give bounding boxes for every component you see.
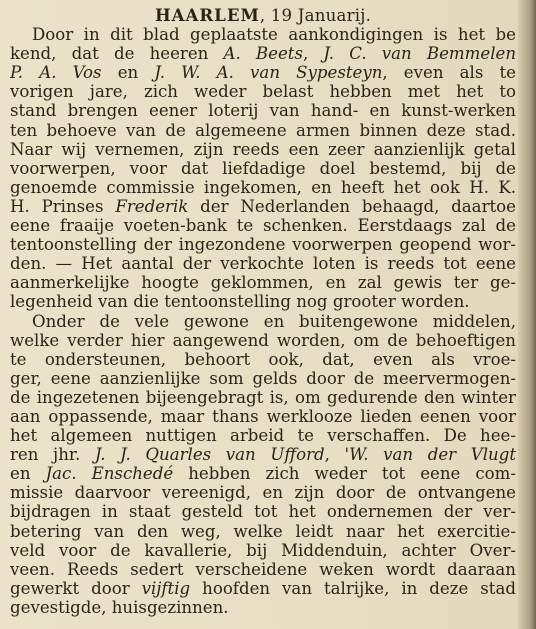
text-line — [10, 369, 516, 388]
text-run: genoemde commissie ingekomen, en heeft het ook H. K. — [10, 177, 516, 197]
text-line — [10, 464, 516, 483]
dateline-date: , 19 Januarij. — [259, 6, 372, 25]
text-run: bijdragen in staat gesteld tot het ondernemen der ver- — [10, 502, 516, 522]
text-line — [10, 216, 516, 235]
text-run: tentoonstelling der ingezondene voorwerpen geopend wor- — [10, 235, 516, 255]
text-run: hoofden van talrijke, in deze stad — [190, 578, 516, 598]
person-name: vijftig — [141, 578, 191, 598]
text-run: H. Prinses — [10, 196, 116, 216]
text-run: den. — Het aantal der verkochte loten is reeds tot eene — [10, 254, 516, 274]
text-run: de ingezetenen bijeengebragt is, om gedurende den winter — [10, 387, 516, 407]
text-run: en — [101, 63, 155, 83]
person-name: J. W. A. van Sypesteyn — [154, 63, 383, 83]
person-name: P. A. Vos — [10, 63, 102, 83]
person-name: A. Beets — [223, 44, 303, 64]
article-paragraph — [10, 25, 516, 311]
text-run: te ondersteunen, behoort ook, dat, even als vroe- — [10, 349, 516, 369]
text-run: missie daarvoor vereenigd, en zijn door de ontvangene — [10, 483, 516, 503]
text-run: ren jhr. — [10, 445, 95, 465]
text-run: het algemeen nuttigen arbeid te verschaffen. De hee- — [10, 426, 516, 446]
text-line — [10, 25, 516, 44]
text-line — [10, 445, 516, 464]
text-line — [10, 121, 516, 140]
text-line — [10, 312, 516, 331]
text-line — [10, 598, 516, 617]
text-run: eene fraaije voeten-bank te schenken. Eerstdaags zal de — [10, 216, 516, 236]
text-run: veen. Reeds sedert verscheidene weken wordt daaraan — [10, 559, 516, 579]
text-run: , ' — [324, 445, 350, 465]
person-name: J. J. Quarles van Ufford — [94, 445, 325, 465]
text-line — [10, 44, 516, 63]
person-name: Frederik — [115, 196, 189, 216]
text-line — [10, 82, 516, 101]
text-run: welke verder hier aangewend worden, om de behoeftigen — [10, 330, 516, 350]
text-line — [10, 140, 516, 159]
text-line — [10, 292, 516, 311]
text-line — [10, 254, 516, 273]
text-run: aan oppassende, maar thans werklooze lieden eenen voor — [10, 406, 516, 426]
article-body — [10, 25, 516, 617]
text-line — [10, 560, 516, 579]
text-run: ten behoeve van de algemeene armen binnen deze stad. — [10, 120, 516, 140]
text-line — [10, 502, 516, 521]
text-run: aanmerkelijke hoogte geklommen, en zal gewis ter ge- — [10, 273, 516, 293]
text-line — [10, 197, 516, 216]
text-run: Door in dit blad geplaatste aankondigingen is het be — [32, 25, 516, 45]
text-line — [10, 350, 516, 369]
text-run: legenheid van die tentoonstelling nog grooter worden. — [10, 292, 470, 312]
text-run: ger, eene aanzienlijke som gelds door de meervermogen- — [10, 368, 516, 388]
text-line — [10, 579, 516, 598]
article-paragraph — [10, 312, 516, 618]
person-name: J. C. van Bemmelen — [323, 44, 516, 64]
text-run: Naar wij vernemen, zijn reeds een zeer aanzienlijk getal — [10, 139, 516, 159]
text-line — [10, 63, 516, 82]
text-run: betering van den weg, welke leidt naar het exercitie- — [10, 521, 516, 541]
text-run: Onder de vele gewone en buitengewone middelen, — [32, 311, 516, 331]
text-run: , even als te — [382, 63, 516, 83]
text-run: gevestigde, huisgezinnen. — [10, 597, 229, 617]
person-name: W. van der Vlugt — [349, 445, 516, 465]
text-run: kend, dat de heeren — [10, 44, 224, 64]
page-binding-edge — [518, 0, 536, 629]
text-run: hebben zich weder tot eene com- — [173, 464, 516, 484]
text-run: en — [10, 464, 46, 484]
text-run: der Nederlanden behaagd, daartoe — [188, 196, 516, 216]
person-name: Jac. Enschedé — [45, 464, 174, 484]
text-line — [10, 331, 516, 350]
text-line — [10, 273, 516, 292]
dateline-city: HAARLEM — [154, 5, 260, 25]
news-article — [10, 6, 516, 617]
text-line — [10, 522, 516, 541]
text-line — [10, 388, 516, 407]
text-line — [10, 178, 516, 197]
text-run: veld voor de kavallerie, bij Middenduin, achter Over- — [10, 540, 516, 560]
article-dateline — [10, 6, 516, 25]
text-line — [10, 426, 516, 445]
text-run: voorwerpen, voor dat liefdadige doel bestemd, bij de — [10, 158, 516, 178]
text-run: vorigen jare, zich weder belast hebben met het to — [10, 82, 516, 102]
text-run: stand brengen eener loterij van hand- en kunst-werken — [10, 101, 516, 121]
text-line — [10, 101, 516, 120]
text-line — [10, 541, 516, 560]
text-run: , — [302, 44, 324, 64]
text-line — [10, 407, 516, 426]
text-line — [10, 159, 516, 178]
text-line — [10, 483, 516, 502]
text-run: gewerkt door — [10, 578, 142, 598]
text-line — [10, 235, 516, 254]
